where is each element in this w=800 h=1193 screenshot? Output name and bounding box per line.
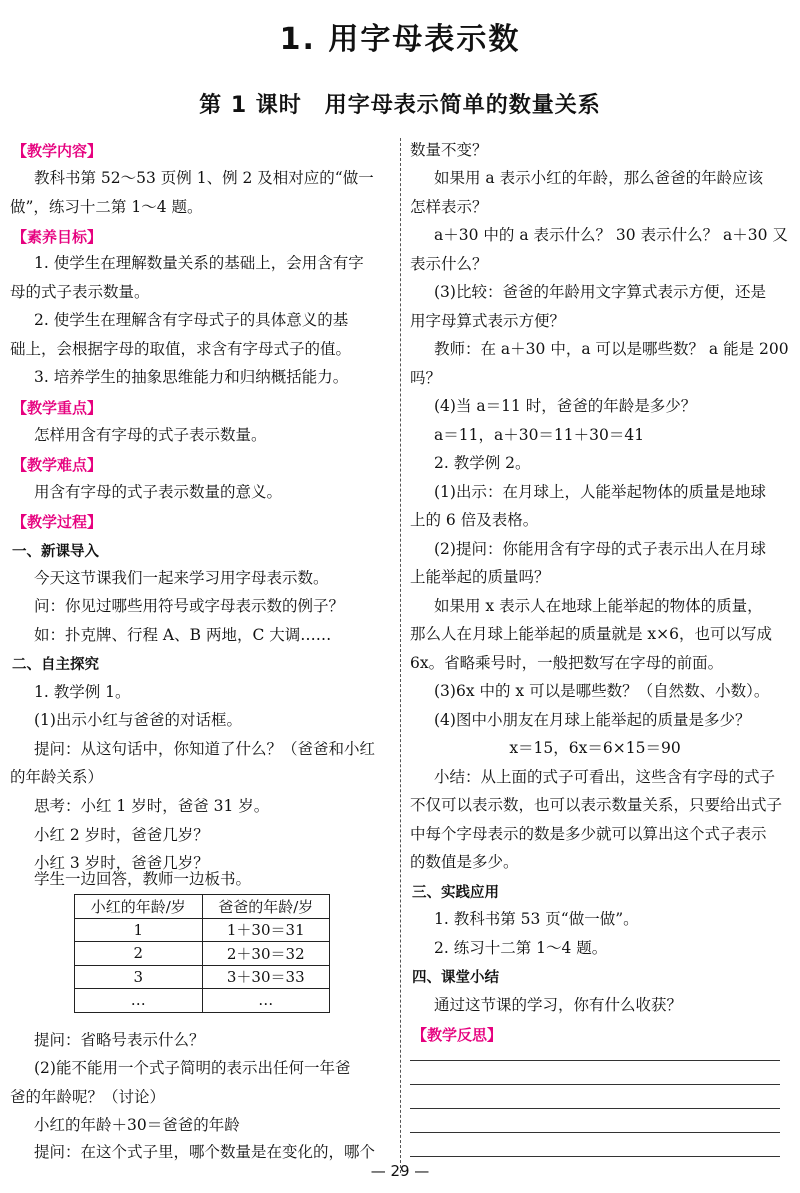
paragraph: 思考：小红 1 岁时，爸爸 31 岁。: [34, 797, 270, 815]
section-heading-reflection: 【教学反思】: [412, 1026, 503, 1044]
paragraph: 教师：在 a＋30 中，a 可以是哪些数？ a 能是 200: [434, 340, 789, 358]
page-title: 1. 用字母表示数: [279, 22, 521, 57]
paragraph: 6x。省略乘号时，一般把数写在字母的前面。: [410, 654, 724, 672]
paragraph: 如果用 a 表示小红的年龄，那么爸爸的年龄应该: [434, 169, 764, 187]
section-heading-process: 【教学过程】: [12, 513, 103, 531]
paragraph: 数量不变？: [410, 141, 488, 159]
page-number: — 29 —: [370, 1162, 430, 1180]
paragraph: (1)出示小红与爸爸的对话框。: [34, 711, 242, 729]
writing-line: [410, 1084, 780, 1085]
paragraph: 小红 3 岁时，爸爸几岁？: [34, 854, 209, 872]
paragraph: 础上，会根据字母的取值，求含有字母式子的值。: [10, 340, 352, 358]
paragraph: 2. 教学例 2。: [434, 454, 531, 472]
table-header-cell: 爸爸的年龄/岁: [202, 895, 330, 919]
writing-line: [410, 1132, 780, 1133]
paragraph: 小结：从上面的式子可看出，这些含有字母的式子: [434, 768, 776, 786]
paragraph: (1)出示：在月球上，人能举起物体的质量是地球: [434, 483, 766, 501]
table-row: [75, 989, 330, 1013]
table-row: [75, 942, 330, 966]
table-cell: 3: [75, 965, 203, 989]
table-row: [75, 965, 330, 989]
lesson-subtitle: 第 1 课时 用字母表示简单的数量关系: [199, 93, 601, 118]
writing-line: [410, 1108, 780, 1109]
paragraph: 爸的年龄呢？（讨论）: [10, 1088, 166, 1106]
paragraph: 通过这节课的学习，你有什么收获？: [434, 996, 683, 1014]
table-cell: …: [75, 989, 203, 1013]
paragraph: 教科书第 52～53 页例 1、例 2 及相对应的“做一: [34, 169, 374, 187]
paragraph: 如果用 x 表示人在地球上能举起的物体的质量，: [434, 597, 763, 615]
paragraph: 怎样用含有字母的式子表示数量。: [34, 426, 267, 444]
subheading-summary: 四、课堂小结: [412, 970, 499, 986]
paragraph: 3. 培养学生的抽象思维能力和归纳概括能力。: [34, 368, 349, 386]
paragraph: 提问：从这句话中，你知道了什么？（爸爸和小红: [34, 740, 376, 758]
paragraph: 用含有字母的式子表示数量的意义。: [34, 483, 283, 501]
paragraph: 学生一边回答，教师一边板书。: [34, 870, 252, 888]
paragraph: 表示什么？: [410, 255, 488, 273]
paragraph: 母的式子表示数量。: [10, 283, 150, 301]
section-heading-key-point: 【教学重点】: [12, 399, 103, 417]
table-header-cell: 小红的年龄/岁: [75, 895, 203, 919]
paragraph: 用字母算式表示方便？: [410, 312, 566, 330]
paragraph: 提问：在这个式子里，哪个数量是在变化的，哪个: [34, 1143, 376, 1161]
paragraph: 上的 6 倍及表格。: [410, 511, 539, 529]
paragraph: (2)提问：你能用含有字母的式子表示出人在月球: [434, 540, 766, 558]
paragraph: 吗？: [410, 369, 442, 387]
paragraph: (4)当 a＝11 时，爸爸的年龄是多少？: [434, 397, 697, 415]
paragraph: 1. 教学例 1。: [34, 683, 131, 701]
paragraph: (4)图中小朋友在月球上能举起的质量是多少？: [434, 711, 751, 729]
paragraph: 小红的年龄＋30＝爸爸的年龄: [34, 1116, 240, 1134]
subheading-intro: 一、新课导入: [12, 544, 99, 560]
age-table: [74, 894, 330, 1013]
table-cell: 2: [75, 942, 203, 966]
formula: a＝11，a＋30＝11＋30＝41: [434, 426, 645, 444]
table-row: [75, 918, 330, 942]
table-cell: 2＋30＝32: [202, 942, 330, 966]
table-cell: 1＋30＝31: [202, 918, 330, 942]
paragraph: a＋30 中的 a 表示什么？ 30 表示什么？ a＋30 又: [434, 226, 788, 244]
paragraph: 2. 练习十二第 1～4 题。: [434, 939, 608, 957]
paragraph: 2. 使学生在理解含有字母式子的具体意义的基: [34, 311, 349, 329]
column-divider: [400, 138, 401, 1173]
paragraph: 上能举起的质量吗？: [410, 568, 550, 586]
paragraph: 1. 使学生在理解数量关系的基础上，会用含有字: [34, 254, 364, 272]
writing-line: [410, 1156, 780, 1157]
table-header-row: [75, 895, 330, 919]
paragraph: 提问：省略号表示什么？: [34, 1031, 205, 1049]
section-heading-difficulty: 【教学难点】: [12, 456, 103, 474]
paragraph: 小红 2 岁时，爸爸几岁？: [34, 826, 209, 844]
paragraph: 那么人在月球上能举起的质量就是 x×6，也可以写成: [410, 625, 773, 643]
writing-line: [410, 1060, 780, 1061]
paragraph: (3)比较：爸爸的年龄用文字算式表示方便，还是: [434, 283, 766, 301]
paragraph: 中每个字母表示的数是多少就可以算出这个式子表示: [410, 825, 767, 843]
paragraph: 不仅可以表示数，也可以表示数量关系，只要给出式子: [410, 796, 783, 814]
subheading-explore: 二、自主探究: [12, 657, 99, 673]
formula: x＝15，6x＝6×15＝90: [509, 739, 681, 757]
table-cell: 1: [75, 918, 203, 942]
paragraph: (3)6x 中的 x 可以是哪些数？（自然数、小数）。: [434, 682, 770, 700]
table-cell: 3＋30＝33: [202, 965, 330, 989]
table-cell: …: [202, 989, 330, 1013]
paragraph: 的年龄关系）: [10, 768, 104, 786]
section-heading-content: 【教学内容】: [12, 142, 103, 160]
paragraph: 怎样表示？: [410, 198, 488, 216]
paragraph: 的数值是多少。: [410, 853, 519, 871]
subheading-practice: 三、实践应用: [412, 885, 499, 901]
paragraph: (2)能不能用一个式子简明的表示出任何一年爸: [34, 1059, 351, 1077]
paragraph: 今天这节课我们一起来学习用字母表示数。: [34, 569, 329, 587]
paragraph: 1. 教科书第 53 页“做一做”。: [434, 910, 639, 928]
paragraph: 如：扑克牌、行程 A、B 两地，C 大调……: [34, 626, 332, 644]
paragraph: 做”，练习十二第 1～4 题。: [10, 198, 203, 216]
paragraph: 问：你见过哪些用符号或字母表示数的例子？: [34, 597, 345, 615]
section-heading-goals: 【素养目标】: [12, 228, 103, 246]
